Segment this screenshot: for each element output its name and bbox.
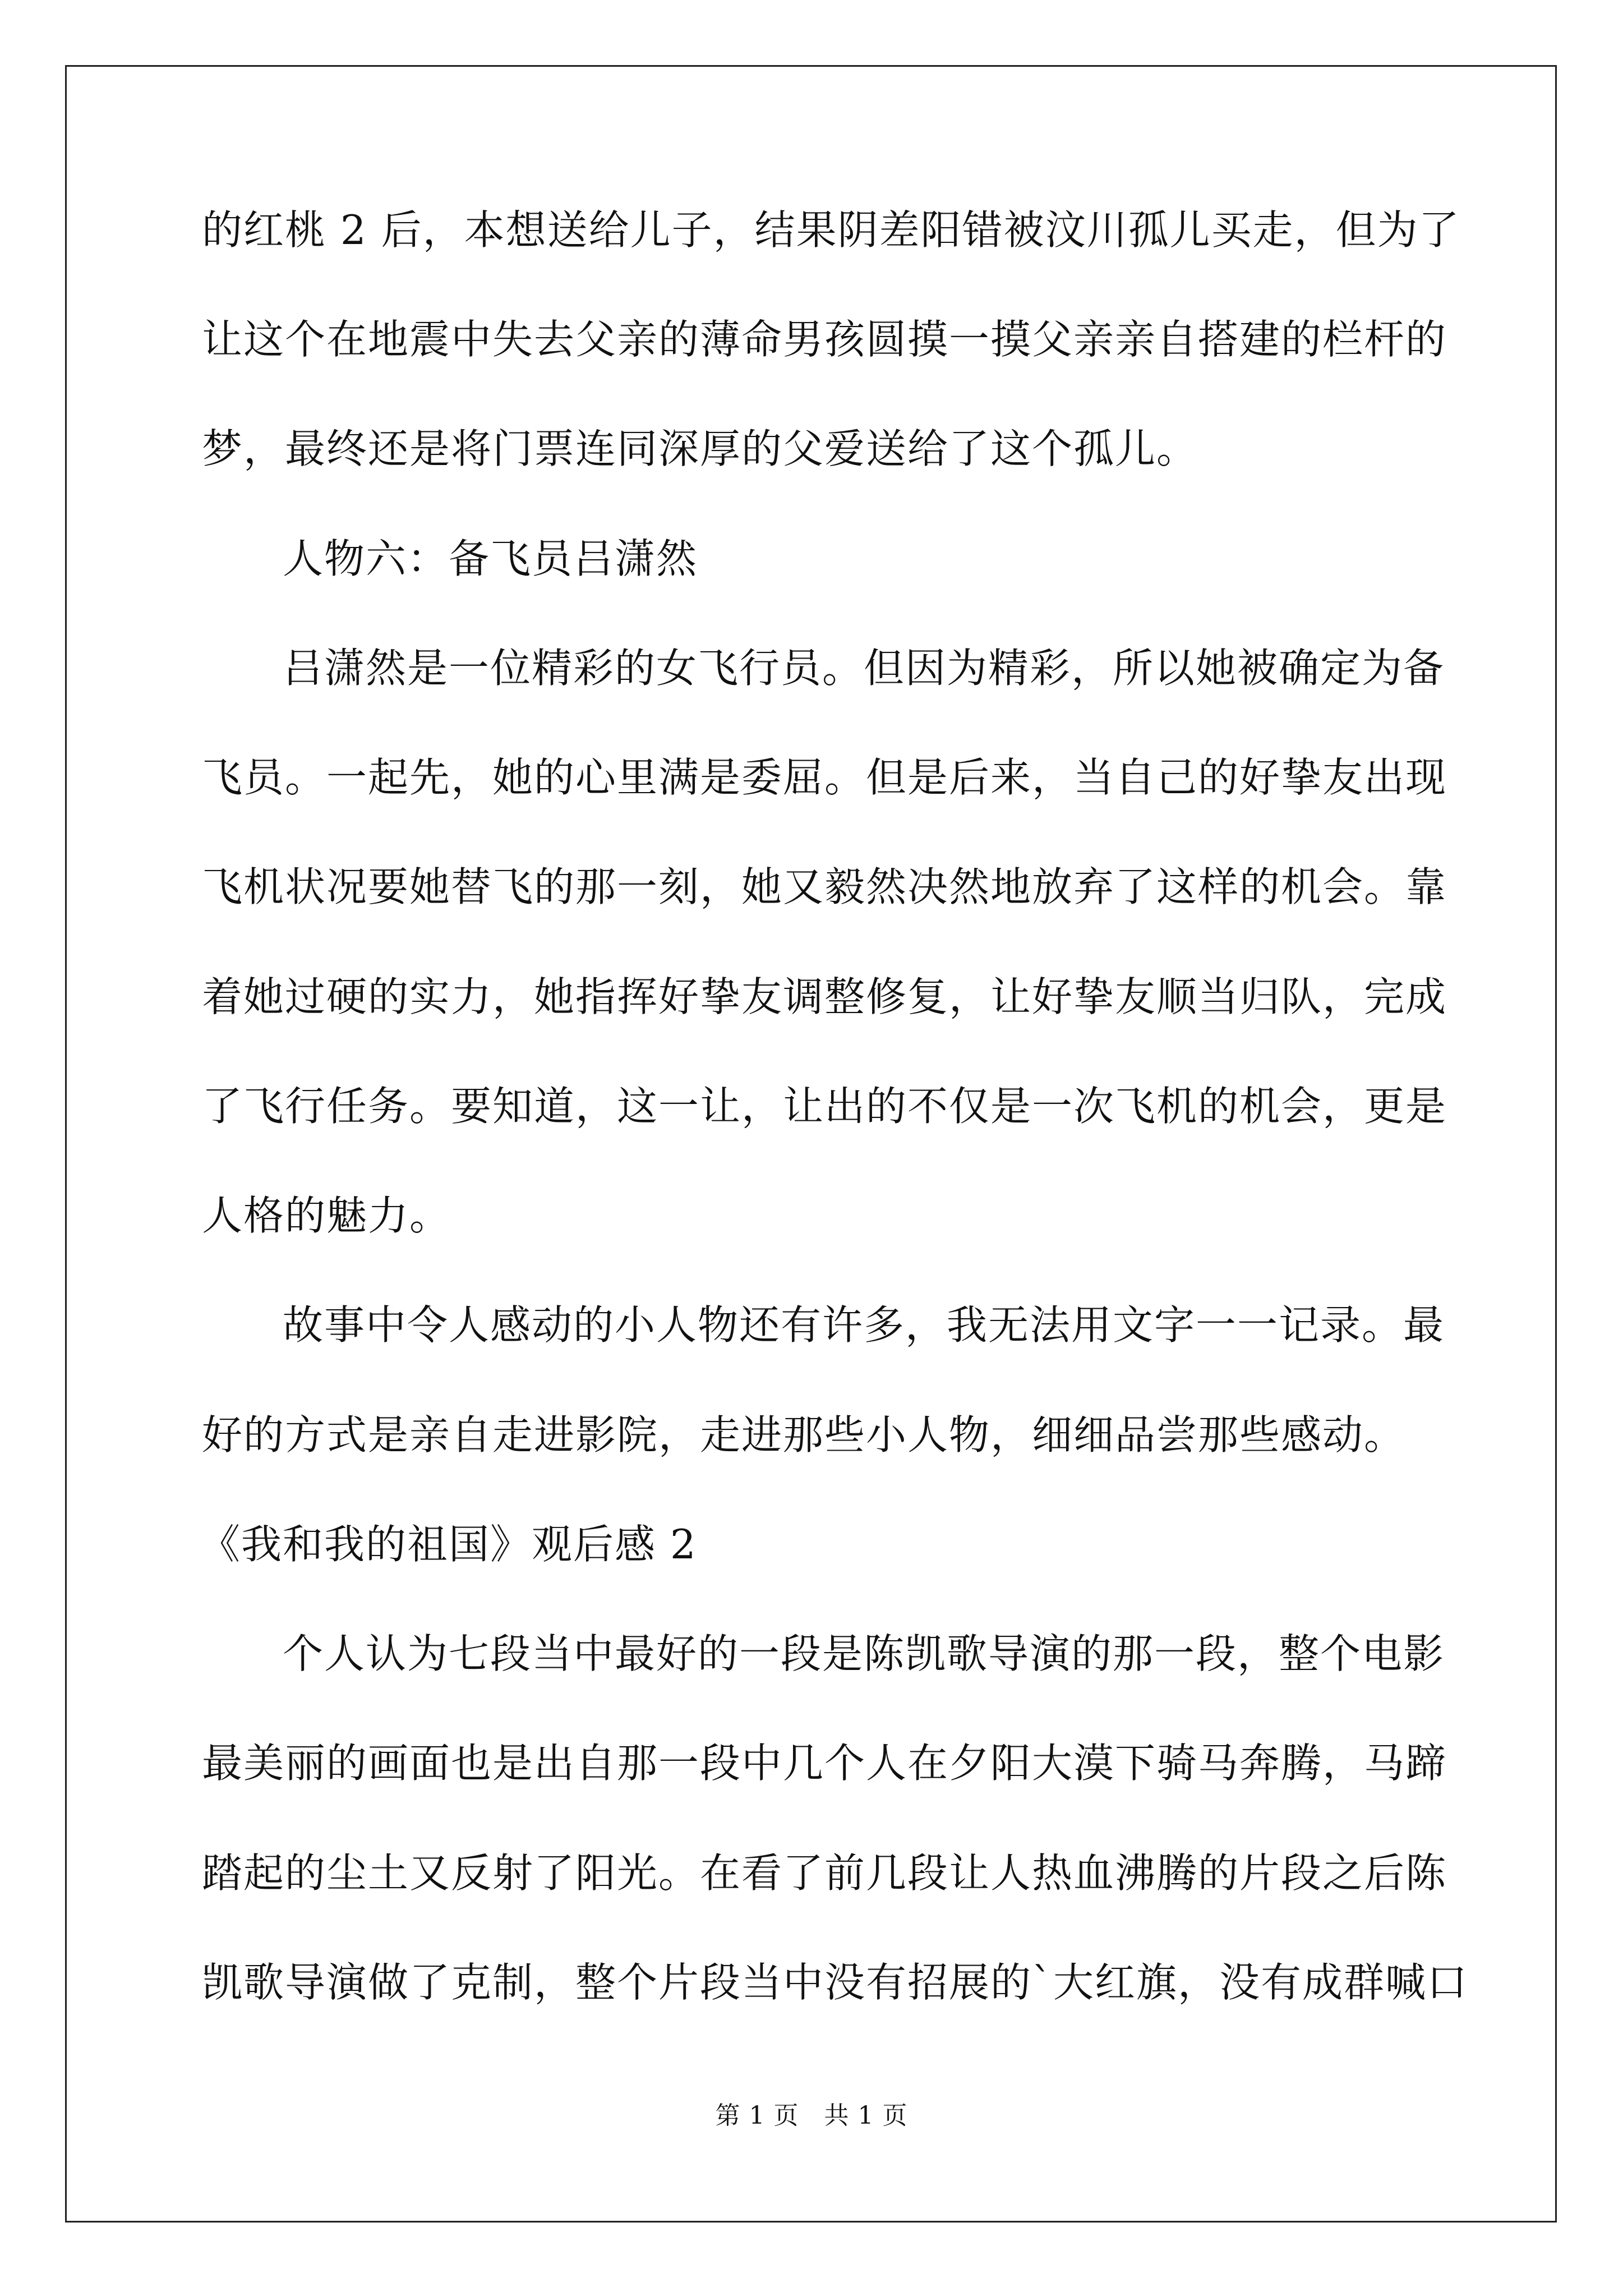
paragraph-line: 让这个在地震中失去父亲的薄命男孩圆摸一摸父亲亲自搭建的栏杆的 (202, 316, 1447, 363)
paragraph-line: 个人认为七段当中最好的一段是陈凯歌导演的那一段，整个电影 (283, 1630, 1445, 1677)
paragraph-line: 梦，最终还是将门票连同深厚的父爱送给了这个孤儿。 (202, 425, 1198, 472)
paragraph-line: 人格的魅力。 (202, 1192, 451, 1239)
paragraph-line: 的红桃 2 后，本想送给儿子，结果阴差阳错被汶川孤儿买走，但为了 (202, 206, 1460, 254)
paragraph-line: 凯歌导演做了克制，整个片段当中没有招展的`大红旗，没有成群喊口 (202, 1959, 1469, 2006)
paragraph-line: 飞机状况要她替飞的那一刻，她又毅然决然地放弃了这样的机会。靠 (202, 863, 1447, 910)
paragraph-line: 吕潇然是一位精彩的女飞行员。但因为精彩，所以她被确定为备 (283, 645, 1445, 692)
page-number-footer: 第 1 页 共 1 页 (715, 2101, 908, 2130)
paragraph-line: 着她过硬的实力，她指挥好挚友调整修复，让好挚友顺当归队，完成 (202, 973, 1447, 1020)
paragraph-line: 好的方式是亲自走进影院，走进那些小人物，细细品尝那些感动。 (202, 1411, 1406, 1458)
paragraph-line: 故事中令人感动的小人物还有许多，我无法用文字一一记录。最 (283, 1301, 1445, 1349)
paragraph-line: 最美丽的画面也是出自那一段中几个人在夕阳大漠下骑马奔腾，马蹄 (202, 1740, 1447, 1787)
paragraph-line: 踏起的尘土又反射了阳光。在看了前几段让人热血沸腾的片段之后陈 (202, 1849, 1447, 1897)
section-heading: 人物六：备飞员吕潇然 (283, 535, 698, 582)
article-title: 《我和我的祖国》观后感 2 (200, 1521, 697, 1568)
paragraph-line: 了飞行任务。要知道，这一让，让出的不仅是一次飞机的机会，更是 (202, 1083, 1447, 1130)
paragraph-line: 飞员。一起先，她的心里满是委屈。但是后来，当自己的好挚友出现 (202, 754, 1447, 801)
